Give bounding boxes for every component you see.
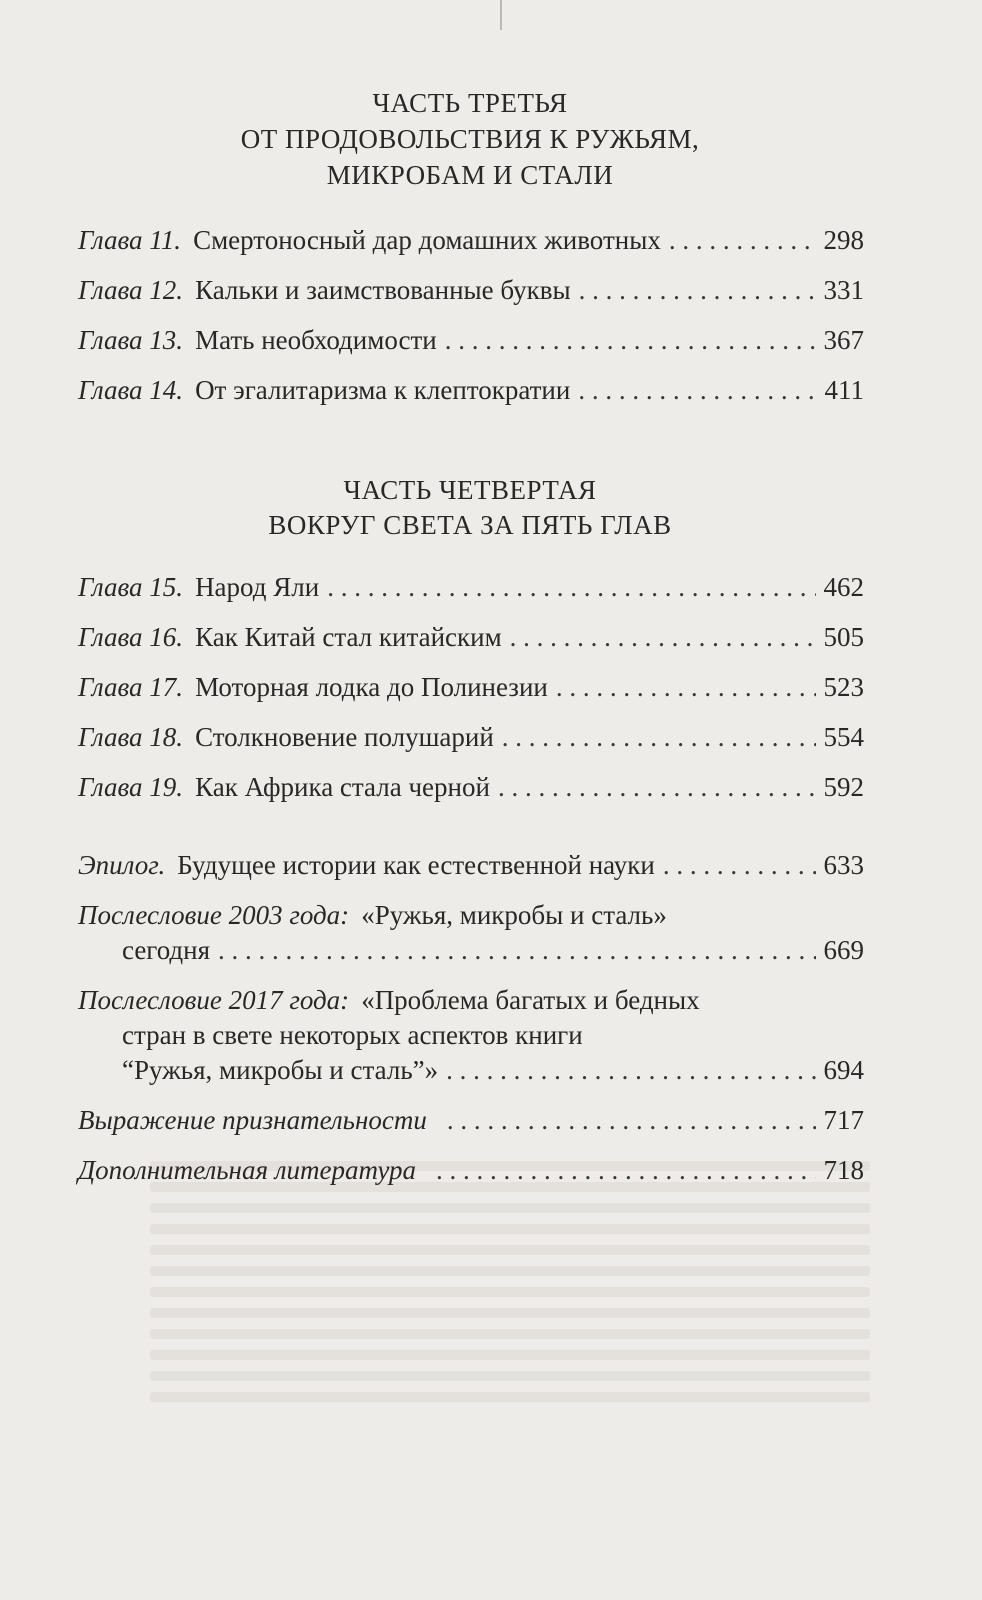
chapter-title: Народ Яли xyxy=(195,572,320,602)
page-number: 411 xyxy=(824,375,864,405)
page-edge-mark xyxy=(500,0,512,30)
toc-entry[interactable] xyxy=(78,772,864,812)
chapter-label: Глава 19. xyxy=(78,772,184,802)
acknowledgments-title: Выражение признательности xyxy=(78,1105,427,1135)
chapter-title: От эгалитаризма к клептократии xyxy=(195,375,571,405)
toc-entry[interactable] xyxy=(78,572,864,612)
afterword-2017-title-line2: стран в свете некоторых аспектов книги xyxy=(122,1020,583,1050)
part3-heading-line3: МИКРОБАМ И СТАЛИ xyxy=(326,160,614,190)
chapter-title: Смертоносный дар домашних животных xyxy=(193,225,661,255)
page-number: 633 xyxy=(823,850,864,880)
page-number: 554 xyxy=(823,722,864,752)
part4-heading-line2: ВОКРУГ СВЕТА ЗА ПЯТЬ ГЛАВ xyxy=(268,510,672,540)
page-number: 718 xyxy=(823,1155,864,1185)
page-number: 298 xyxy=(823,225,864,255)
chapter-label: Глава 13. xyxy=(78,325,184,355)
toc-entry[interactable] xyxy=(78,275,864,315)
chapter-title: Столкновение полушарий xyxy=(195,722,494,752)
chapter-title: Как Африка стала черной xyxy=(195,772,490,802)
page-number: 717 xyxy=(823,1105,864,1135)
page-number: 462 xyxy=(823,572,864,602)
chapter-label: Глава 16. xyxy=(78,622,184,652)
afterword-2003-title-line2: сегодня xyxy=(122,935,211,965)
chapter-title: Мать необходимости xyxy=(195,325,437,355)
toc-entry-acknowledgments[interactable] xyxy=(78,1105,864,1145)
chapter-label: Глава 11. xyxy=(78,225,182,255)
afterword-2003-label: Послесловие 2003 года: xyxy=(78,900,350,930)
toc-entry[interactable] xyxy=(78,225,864,265)
page-number: 367 xyxy=(823,325,864,355)
part4-heading-line1: ЧАСТЬ ЧЕТВЕРТАЯ xyxy=(343,475,597,505)
chapter-label: Глава 18. xyxy=(78,722,184,752)
chapter-title: Кальки и заимствованные буквы xyxy=(195,275,571,305)
toc-entry-afterword-2003[interactable] xyxy=(78,900,864,980)
bleed-through-texture xyxy=(150,1150,870,1560)
page-number: 694 xyxy=(823,1055,864,1085)
chapter-title: Как Китай стал китайским xyxy=(195,622,502,652)
page-number: 669 xyxy=(823,935,864,965)
afterword-2017-title-line1: «Проблема багатых и бедных xyxy=(361,985,700,1015)
afterword-2017-label: Послесловие 2017 года: xyxy=(78,985,350,1015)
toc-entry-further-reading[interactable] xyxy=(78,1155,864,1195)
afterword-2017-title-line3: “Ружья, микробы и сталь”» xyxy=(122,1055,439,1085)
toc-entry-afterword-2017[interactable] xyxy=(78,985,864,1105)
chapter-label: Глава 17. xyxy=(78,672,184,702)
toc-entry[interactable] xyxy=(78,672,864,712)
page-number: 592 xyxy=(823,772,864,802)
page-number: 523 xyxy=(823,672,864,702)
toc-entry[interactable] xyxy=(78,722,864,762)
part3-heading-line1: ЧАСТЬ ТРЕТЬЯ xyxy=(372,88,568,118)
epilogue-label: Эпилог. xyxy=(78,850,166,880)
chapter-label: Глава 15. xyxy=(78,572,184,602)
page-number: 505 xyxy=(823,622,864,652)
afterword-2003-title-line1: «Ружья, микробы и сталь» xyxy=(361,900,667,930)
epilogue-title: Будущее истории как естественной науки xyxy=(177,850,655,880)
toc-entry[interactable] xyxy=(78,325,864,365)
toc-entry[interactable] xyxy=(78,622,864,662)
toc-entry-epilogue[interactable] xyxy=(78,850,864,890)
chapter-label: Глава 12. xyxy=(78,275,184,305)
chapter-title: Моторная лодка до Полинезии xyxy=(195,672,548,702)
page-number: 331 xyxy=(823,275,864,305)
further-reading-title: Дополнительная литература xyxy=(78,1155,416,1185)
chapter-label: Глава 14. xyxy=(78,375,184,405)
toc-entry[interactable] xyxy=(78,375,864,415)
part3-heading-line2: ОТ ПРОДОВОЛЬСТВИЯ К РУЖЬЯМ, xyxy=(240,124,700,154)
